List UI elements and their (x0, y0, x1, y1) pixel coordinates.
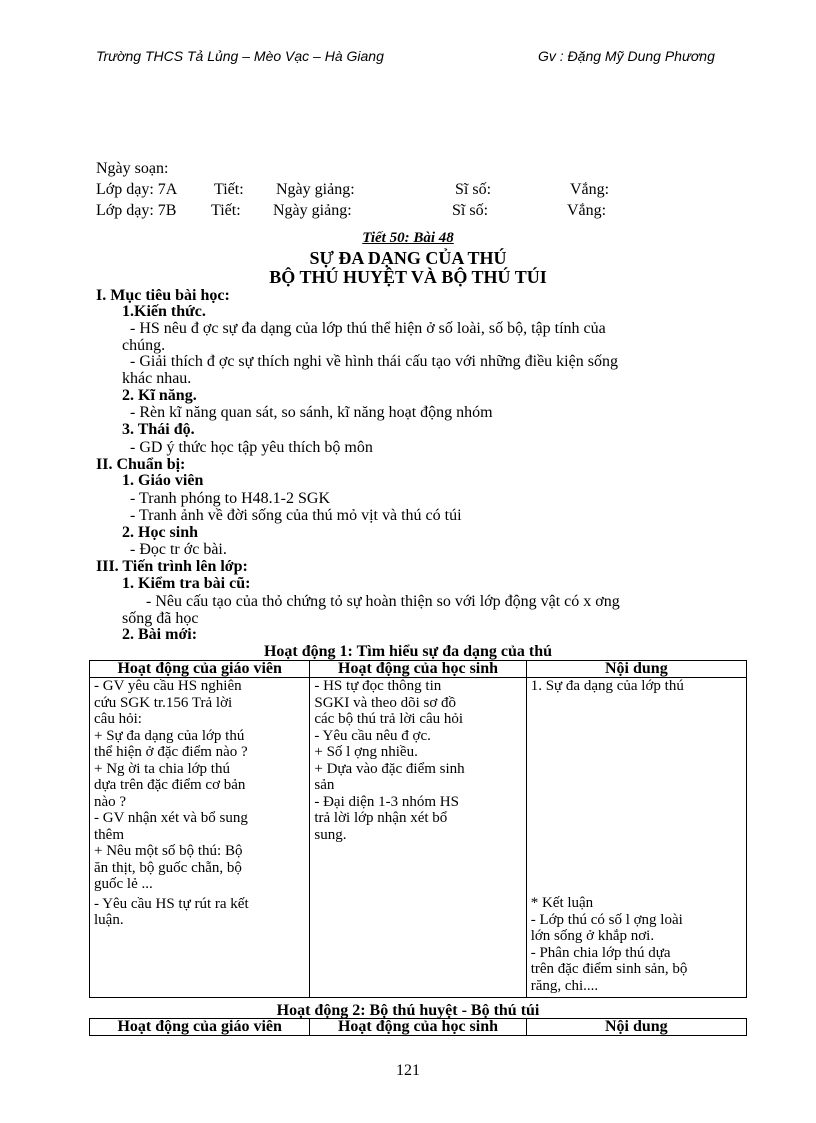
table-line: + Nêu một số bộ thú: Bộ (94, 843, 243, 859)
table-line: các bộ thú trả lời câu hỏi (314, 711, 464, 727)
subsection-heading: 1. Giáo viên (122, 472, 204, 489)
table-line: * Kết luận (530, 895, 594, 911)
page-number: 121 (396, 1062, 420, 1079)
body-text: chúng. (122, 337, 166, 354)
table-line: + Dựa vào đặc điểm sinh (314, 760, 465, 777)
table-line: - GV nhận xét và bổ sung (94, 810, 248, 826)
column-header-content: Nội dung (526, 661, 746, 678)
table-line: - GV yêu cầu HS nghiên (94, 678, 242, 694)
body-text: - Tranh ảnh về đời sống của thú mỏ vịt và thú có túi (130, 507, 462, 524)
table-line: - Đại diện 1-3 nhóm HS (314, 793, 459, 810)
subsection-heading: 2. Kĩ năng. (122, 387, 197, 404)
activity-2-title: Hoạt động 2: Bộ thú huyệt - Bộ thú túi (276, 1002, 540, 1019)
ngay-giang-label: Ngày giảng: (276, 181, 355, 198)
table-line: - Lớp thú có số l ợng loài (530, 911, 683, 928)
body-text: - GD ý thức học tập yêu thích bộ môn (130, 439, 373, 456)
table-line: cứu SGK tr.156 Trả lời (94, 694, 233, 711)
vang-label: Vắng: (567, 202, 607, 219)
table-line: - Yêu cầu HS tự rút ra kết (94, 895, 249, 912)
table-line: thể hiện ở đặc điểm nào ? (94, 744, 248, 760)
content-heading: 1. Sự đa dạng của lớp thú (530, 678, 684, 694)
table-line: - HS tự đọc thông tin (314, 678, 442, 694)
body-text: khác nhau. (122, 370, 192, 387)
body-text: - Tranh phóng to H48.1-2 SGK (130, 490, 331, 507)
table-line: ăn thịt, bộ guốc chẵn, bộ (94, 859, 242, 876)
table-line: - Yêu cầu nêu đ ợc. (314, 727, 431, 744)
body-text: - Rèn kĩ năng quan sát, so sánh, kĩ năng hoạt động nhóm (130, 404, 493, 421)
activity-2-table (89, 1018, 747, 1036)
subsection-heading: 2. Bài mới: (122, 626, 198, 643)
ngay-soan: Ngày soạn: (96, 160, 169, 177)
table-line: + Sự đa dạng của lớp thú (94, 727, 245, 744)
column-header-student: Hoạt động của học sinh (310, 1019, 526, 1036)
school-header: Trường THCS Tả Lủng – Mèo Vạc – Hà Giang (96, 48, 384, 64)
subsection-heading: 3. Thái độ. (122, 421, 195, 438)
table-line: guốc lẻ ... (94, 876, 153, 892)
table-line: câu hỏi: (94, 711, 142, 727)
table-line: răng, chi.... (530, 977, 599, 994)
body-text: - HS nêu đ ợc sự đa dạng của lớp thú thể hiện ở số loài, số bộ, tập tính của (130, 320, 606, 337)
teacher-header: Gv : Đặng Mỹ Dung Phương (538, 48, 715, 64)
content-cell (526, 678, 746, 998)
table-line: thêm (94, 826, 124, 843)
table-line: SGKI và theo dõi sơ đồ (314, 694, 457, 711)
table-line: trả lời lớp nhận xét bổ (314, 810, 448, 826)
body-text: - Giải thích đ ợc sự thích nghi về hình thái cấu tạo với những điều kiện sống (130, 353, 618, 370)
lesson-subtitle: BỘ THÚ HUYỆT VÀ BỘ THÚ TÚI (269, 267, 547, 287)
table-line: nào ? (94, 793, 127, 810)
section-heading: II. Chuẩn bị: (96, 456, 186, 473)
column-header-content: Nội dung (526, 1019, 746, 1036)
tiet-label: Tiết: (211, 202, 241, 219)
vang-label: Vắng: (570, 181, 610, 198)
ngay-giang-label: Ngày giảng: (273, 202, 352, 219)
table-line: trên đặc điểm sinh sản, bộ (530, 961, 688, 977)
activity-1-table (89, 660, 747, 998)
si-so-label: Sĩ số: (455, 181, 492, 198)
body-text: sống đã học (122, 610, 199, 627)
conclusion-block (531, 895, 688, 994)
column-header-student: Hoạt động của học sinh (310, 661, 526, 678)
activity-1-title: Hoạt động 1: Tìm hiểu sự đa dạng của thú (263, 643, 553, 660)
si-so-label: Sĩ số: (452, 202, 489, 219)
section-heading: III. Tiến trình lên lớp: (96, 558, 248, 575)
lop-7a: Lớp dạy: 7A (96, 181, 178, 198)
subsection-heading: 2. Học sinh (122, 524, 199, 541)
lesson-number: Tiết 50: Bài 48 (362, 230, 454, 246)
table-line: luận. (94, 912, 124, 928)
subsection-heading: 1.Kiến thức. (122, 303, 206, 320)
table-line: lớn sống ở khắp nơi. (530, 928, 655, 944)
table-line: sản (314, 777, 335, 793)
column-header-teacher: Hoạt động của giáo viên (90, 1019, 310, 1036)
lop-7b: Lớp dạy: 7B (96, 202, 177, 219)
lesson-title: SỰ ĐA DẠNG CỦA THÚ (309, 248, 507, 268)
tiet-label: Tiết: (214, 181, 244, 198)
body-text: - Nêu cấu tạo của thỏ chứng tỏ sự hoàn thiện so với lớp động vật có x ơng (146, 593, 620, 610)
table-line: dựa trên đặc điểm cơ bản (94, 777, 246, 793)
student-activity-cell (310, 678, 526, 998)
subsection-heading: 1. Kiểm tra bài cũ: (122, 575, 251, 592)
table-line: sung. (314, 826, 347, 843)
column-header-teacher: Hoạt động của giáo viên (90, 661, 310, 678)
table-line: + Số l ợng nhiều. (314, 744, 418, 760)
teacher-activity-cell (90, 678, 310, 998)
table-line: + Ng ời ta chia lớp thú (94, 760, 230, 777)
section-heading: I. Mục tiêu bài học: (96, 287, 230, 304)
body-text: - Đọc tr ớc bài. (130, 541, 227, 558)
table-line: - Phân chia lớp thú dựa (530, 944, 671, 961)
